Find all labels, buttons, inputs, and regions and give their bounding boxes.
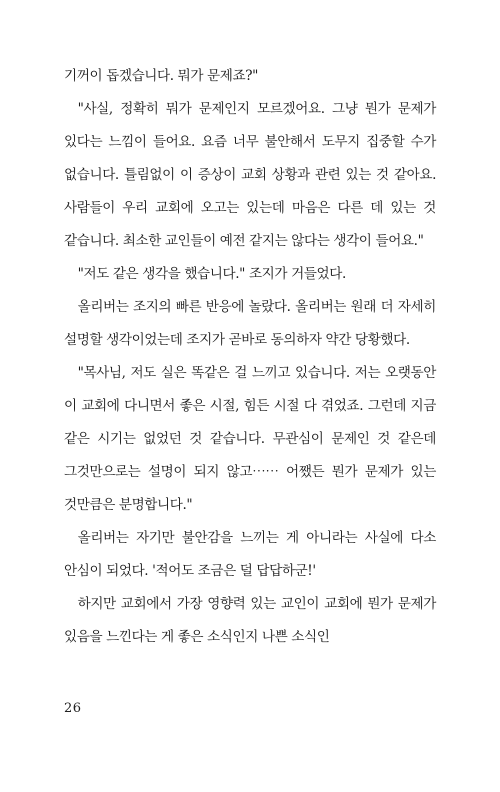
paragraph: "사실, 정확히 뭐가 문제인지 모르겠어요. 그냥 뭔가 문제가 있다는 느낌이 들어요. 요즘 너무 불안해서 도무지 집중할 수가 없습니다. 틀림없이 이 증상이 교회 상황과 관련 있는 것 같아요. 사람들이 우리 교회에 오고는 있는데 마음은 다른 데 있는 것 같습니다. 최소한 교인들이 예전 같지는 않다는 생각이 들어요." (64, 101, 436, 249)
body-text (64, 60, 436, 654)
paragraph: 올리버는 자기만 불안감을 느끼는 게 아니라는 사실에 다소 안심이 되었다. '적어도 조금은 덜 답답하군!' (64, 530, 436, 579)
paragraph: "목사님, 저도 실은 똑같은 걸 느끼고 있습니다. 저는 오랫동안 이 교회에 다니면서 좋은 시절, 힘든 시절 다 겪었죠. 그런데 지금 같은 시기는 없었던 것 같습니다. 무관심이 문제인 것 같은데 그것만으로는 설명이 되지 않고⋯⋯ 어쨌든 뭔가 문제가 있는 것만큼은 분명합니다." (64, 365, 436, 513)
paragraph: 올리버는 조지의 빠른 반응에 놀랐다. 올리버는 원래 더 자세히 설명할 생각이었는데 조지가 곧바로 동의하자 약간 당황했다. (64, 299, 436, 348)
page-number: 26 (64, 701, 82, 716)
paragraph: 하지만 교회에서 가장 영향력 있는 교인이 교회에 뭔가 문제가 있음을 느낀다는 게 좋은 소식인지 나쁜 소식인 (64, 596, 436, 645)
paragraph: 기꺼이 돕겠습니다. 뭐가 문제죠?" (64, 68, 258, 84)
paragraph: "저도 같은 생각을 했습니다." 조지가 거들었다. (77, 266, 346, 282)
